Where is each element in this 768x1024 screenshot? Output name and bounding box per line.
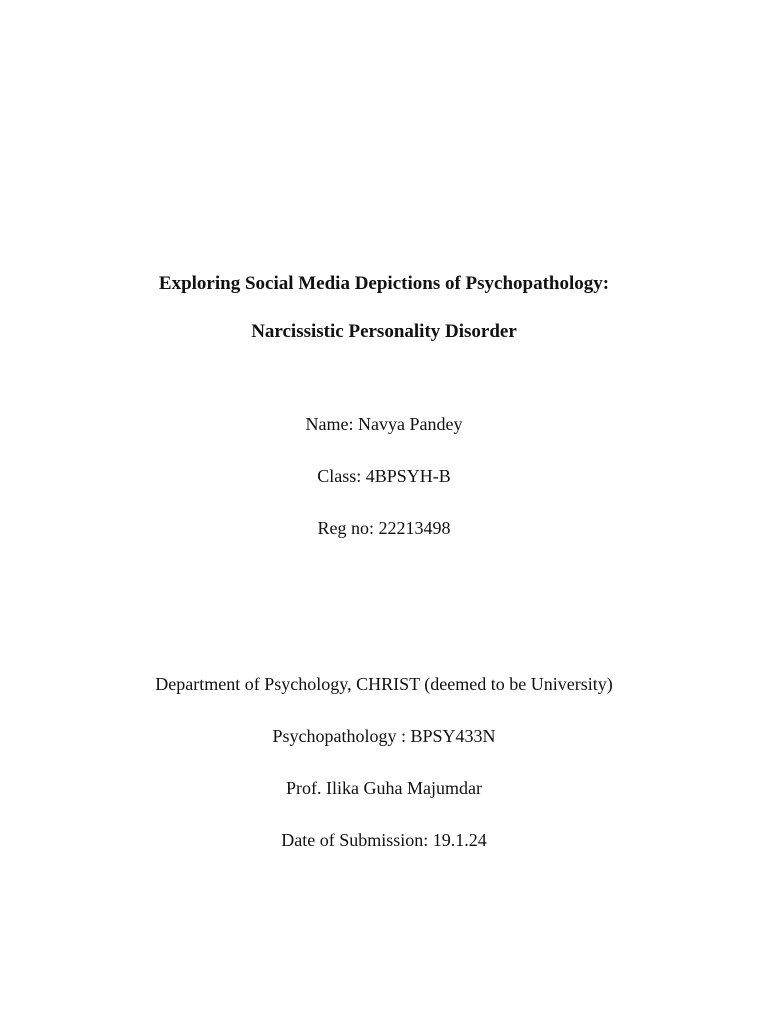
document-title: Exploring Social Media Depictions of Psychopathology: [158, 273, 610, 294]
document-subtitle: Narcissistic Personality Disorder [251, 321, 517, 342]
submission-date: Date of Submission: 19.1.24 [281, 830, 487, 850]
professor: Prof. Ilika Guha Majumdar [286, 778, 482, 798]
registration-number: Reg no: 22213498 [317, 518, 451, 538]
course: Psychopathology : BPSY433N [272, 726, 496, 746]
department: Department of Psychology, CHRIST (deemed to be University) [155, 674, 613, 694]
student-class: Class: 4BPSYH-B [317, 466, 451, 486]
student-name: Name: Navya Pandey [305, 414, 463, 434]
